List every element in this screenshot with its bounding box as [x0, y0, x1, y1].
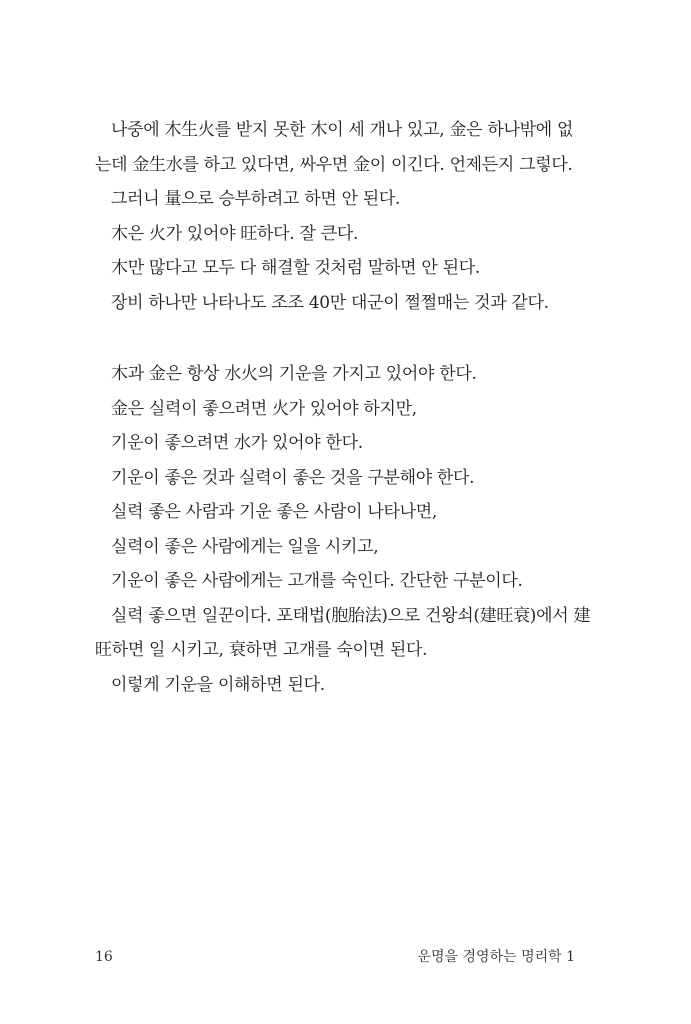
- text-line: 나중에 木生火를 받지 못한 木이 세 개나 있고, 金은 하나밖에 없: [111, 120, 574, 140]
- text-line: 기운이 좋으려면 水가 있어야 한다.: [111, 433, 363, 453]
- text-line: 기운이 좋은 사람에게는 고개를 숙인다. 간단한 구분이다.: [111, 571, 523, 591]
- text-line: 그러니 量으로 승부하려고 하면 안 된다.: [111, 189, 401, 209]
- text-line: 旺하면 일 시키고, 衰하면 고개를 숙이면 된다.: [95, 640, 428, 660]
- text-line: 金은 실력이 좋으려면 火가 있어야 하지만,: [111, 398, 417, 419]
- text-line: 木과 金은 항상 水火의 기운을 가지고 있어야 한다.: [111, 364, 477, 384]
- text-line: 기운이 좋은 것과 실력이 좋은 것을 구분해야 한다.: [111, 467, 475, 488]
- text-line: 木은 火가 있어야 旺하다. 잘 큰다.: [111, 223, 359, 244]
- paragraph-2: [95, 357, 591, 702]
- text-line: 실력이 좋은 사람에게는 일을 시키고,: [111, 536, 379, 557]
- text-line: 木만 많다고 모두 다 해결할 것처럼 말하면 안 된다.: [111, 258, 480, 278]
- page-footer: [95, 944, 575, 970]
- text-line: 장비 하나만 나타나도 조조 40만 대군이 쩔쩔매는 것과 같다.: [111, 292, 549, 313]
- text-line: 는데 金生水를 하고 있다면, 싸우면 金이 이긴다. 언제든지 그렇다.: [95, 154, 573, 175]
- running-title: 운명을 경영하는 명리학 1: [417, 949, 575, 965]
- text-line: 실력 좋으면 일꾼이다. 포태법(胞胎法)으로 건왕쇠(建旺衰)에서 建: [111, 605, 591, 626]
- text-line: 실력 좋은 사람과 기운 좋은 사람이 나타나면,: [111, 502, 437, 522]
- page-number: 16: [95, 949, 113, 965]
- paragraph-1: [95, 113, 575, 320]
- text-line: 이렇게 기운을 이해하면 된다.: [111, 674, 325, 695]
